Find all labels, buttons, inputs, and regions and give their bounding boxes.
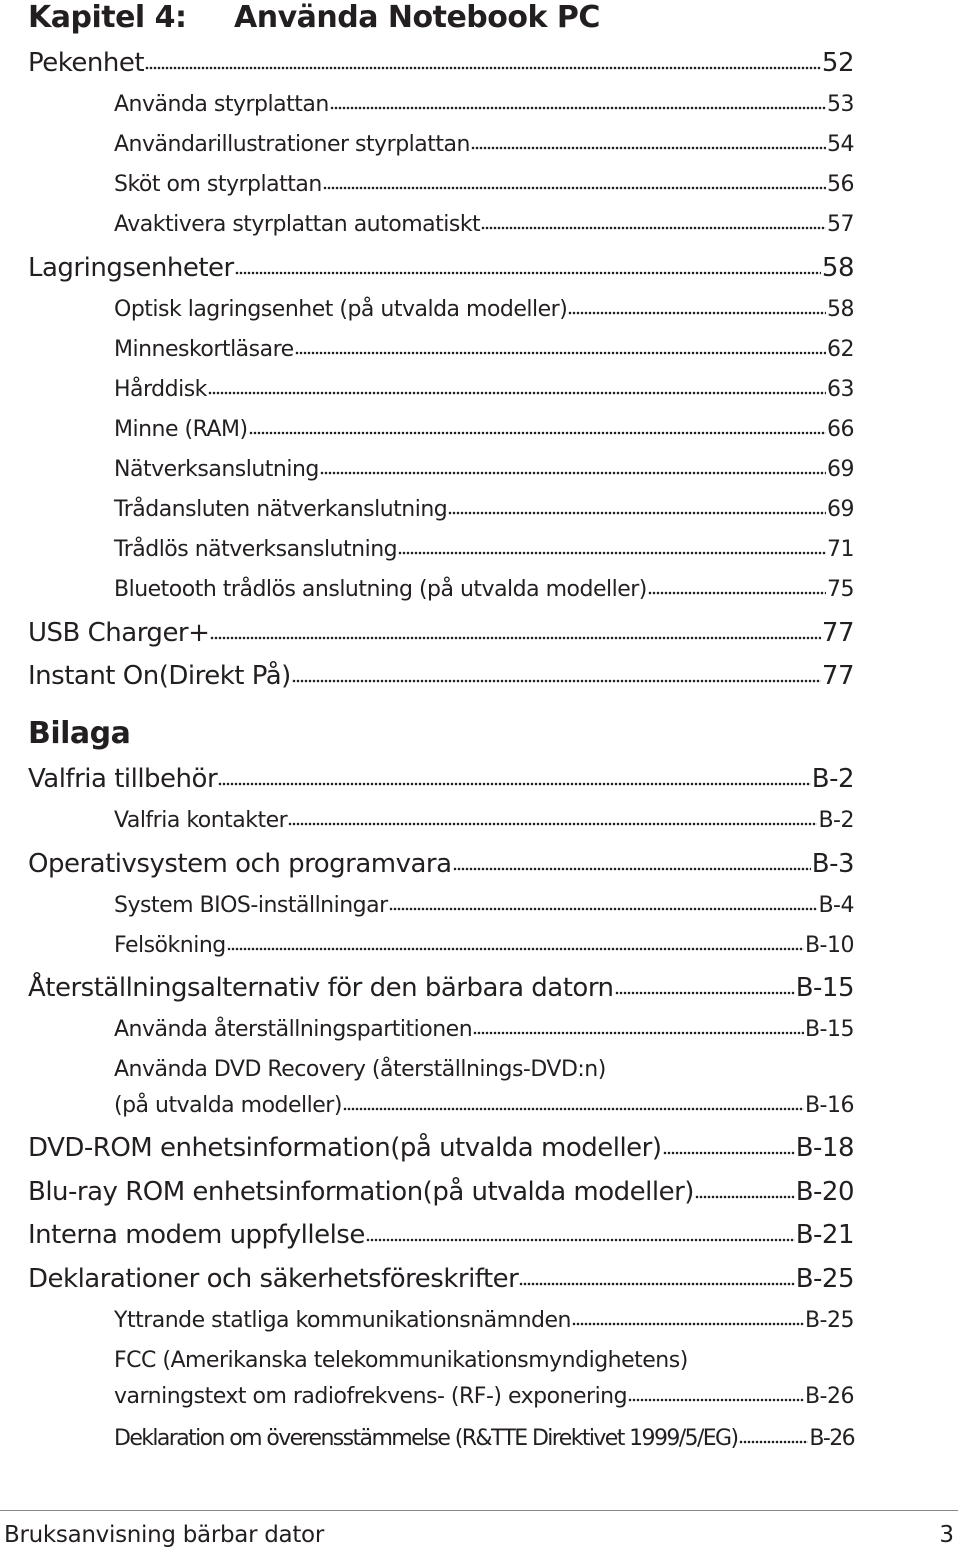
- toc-page-number: 66: [827, 417, 854, 442]
- toc-entry-lagringsenheter[interactable]: [28, 253, 854, 287]
- toc-label: Avaktivera styrplattan automatiskt: [114, 212, 481, 237]
- toc-label: Deklarationer och säkerhetsföreskrifter: [28, 1264, 519, 1294]
- toc-label: Trådlös nätverksanslutning: [114, 537, 398, 562]
- dot-leader: [218, 781, 811, 787]
- toc-entry-valfria-kontakter[interactable]: [114, 808, 854, 838]
- dot-leader: [249, 430, 826, 436]
- toc-label: Optisk lagringsenhet (på utvalda modeller): [114, 297, 568, 322]
- toc-entry-valfria-tillbehor[interactable]: [28, 764, 854, 798]
- toc-page-number: 56: [827, 172, 854, 197]
- toc-entry-optisk-lagringsenhet[interactable]: [114, 297, 854, 327]
- toc-label: Nätverksanslutning: [114, 457, 319, 482]
- toc-label: Hårddisk: [114, 377, 207, 402]
- toc-page-number: B-2: [818, 808, 854, 833]
- toc-page-number: B-18: [795, 1133, 854, 1163]
- toc-entry-usb-charger[interactable]: [28, 618, 854, 652]
- dot-leader: [739, 1439, 809, 1445]
- dot-leader: [663, 1150, 795, 1156]
- dot-leader: [210, 635, 820, 641]
- dot-leader: [145, 65, 821, 71]
- toc-page-number: 63: [827, 377, 854, 402]
- dot-leader: [628, 1397, 804, 1403]
- toc-label: Lagringsenheter: [28, 253, 234, 283]
- toc-entry-minne-ram[interactable]: [114, 417, 854, 447]
- toc-page-number: 52: [821, 48, 854, 78]
- toc-page-number: B-26: [804, 1384, 854, 1409]
- toc-entry-dvd-rom[interactable]: [28, 1133, 854, 1167]
- toc-entry-skot-om-styrplattan[interactable]: [114, 172, 854, 202]
- toc-page-number: B-2: [811, 764, 854, 794]
- toc-page-number: 58: [827, 297, 854, 322]
- toc-entry-fcc-line1: FCC (Amerikanska telekommunikationsmyndighetens): [114, 1348, 688, 1373]
- toc-label: Minneskortläsare: [114, 337, 294, 362]
- toc-label: Valfria kontakter: [114, 808, 288, 833]
- toc-entry-pekenhet[interactable]: [28, 48, 854, 82]
- dot-leader: [389, 906, 818, 912]
- toc-entry-anvandarillustrationer[interactable]: [114, 132, 854, 162]
- toc-page-number: 77: [821, 618, 854, 648]
- toc-entry-anvanda-styrplattan[interactable]: [114, 92, 854, 122]
- toc-page-number: B-16: [804, 1093, 854, 1118]
- toc-page-number: B-10: [804, 933, 854, 958]
- dot-leader: [519, 1281, 794, 1287]
- toc-label: Felsökning: [114, 933, 226, 958]
- toc-entry-instant-on[interactable]: [28, 661, 854, 695]
- toc-entry-system-bios[interactable]: [114, 893, 854, 923]
- dot-leader: [292, 678, 821, 684]
- chapter-name: Använda Notebook PC: [234, 0, 600, 35]
- toc-entry-dvd-recovery[interactable]: [114, 1093, 854, 1123]
- toc-entry-harddisk[interactable]: [114, 377, 854, 407]
- dot-leader: [648, 590, 826, 596]
- toc-page-number: 77: [821, 661, 854, 691]
- dot-leader: [695, 1194, 795, 1200]
- toc-entry-tradansluten[interactable]: [114, 497, 854, 527]
- dot-leader: [453, 866, 811, 872]
- dot-leader: [288, 821, 817, 827]
- toc-label: Sköt om styrplattan: [114, 172, 322, 197]
- toc-label: Pekenhet: [28, 48, 145, 78]
- dot-leader: [208, 390, 826, 396]
- toc-entry-bluetooth[interactable]: [114, 577, 854, 607]
- toc-page-number: 53: [827, 92, 854, 117]
- toc-page-number: 69: [827, 497, 854, 522]
- dot-leader: [471, 145, 826, 151]
- toc-label: Yttrande statliga kommunikationsnämnden: [114, 1308, 571, 1333]
- toc-label: Använda styrplattan: [114, 92, 329, 117]
- toc-label: Användarillustrationer styrplattan: [114, 132, 470, 157]
- toc-entry-avaktivera-styrplattan[interactable]: [114, 212, 854, 242]
- dot-leader: [295, 350, 826, 356]
- chapter-number: Kapitel 4:: [28, 0, 187, 35]
- dot-leader: [615, 990, 795, 996]
- toc-entry-yttrande[interactable]: [114, 1308, 854, 1338]
- toc-label: varningstext om radiofrekvens- (RF-) exponering: [114, 1384, 628, 1409]
- toc-label: Instant On(Direkt På): [28, 661, 291, 691]
- toc-entry-operativsystem[interactable]: [28, 849, 854, 883]
- toc-page-number: B-26: [809, 1426, 854, 1451]
- dot-leader: [323, 185, 826, 191]
- toc-label: Använda återställningspartitionen: [114, 1017, 473, 1042]
- toc-page-number: B-15: [795, 973, 854, 1003]
- toc-label: (på utvalda modeller): [114, 1093, 342, 1118]
- toc-label: USB Charger+: [28, 618, 210, 648]
- dot-leader: [481, 225, 826, 231]
- toc-page-number: 69: [827, 457, 854, 482]
- dot-leader: [227, 946, 804, 952]
- toc-page-number: B-15: [804, 1017, 854, 1042]
- toc-entry-blu-ray[interactable]: [28, 1177, 854, 1211]
- toc-label: Minne (RAM): [114, 417, 248, 442]
- dot-leader: [343, 1106, 804, 1112]
- toc-label: Operativsystem och programvara: [28, 849, 452, 879]
- toc-page-number: 58: [821, 253, 854, 283]
- dot-leader: [235, 270, 821, 276]
- toc-label: DVD-ROM enhetsinformation(på utvalda modeller): [28, 1133, 662, 1163]
- toc-entry-tradlos[interactable]: [114, 537, 854, 567]
- dot-leader: [320, 470, 826, 476]
- toc-label: Bluetooth trådlös anslutning (på utvalda modeller): [114, 577, 647, 602]
- appendix-heading: Bilaga: [28, 716, 131, 751]
- toc-entry-deklarationer[interactable]: [28, 1264, 854, 1298]
- toc-label: Återställningsalternativ för den bärbara datorn: [28, 973, 614, 1003]
- toc-label: System BIOS-inställningar: [114, 893, 388, 918]
- dot-leader: [572, 1321, 804, 1327]
- toc-label: Valfria tillbehör: [28, 764, 218, 794]
- toc-label: Trådansluten nätverkanslutning: [114, 497, 448, 522]
- dot-leader: [366, 1237, 795, 1243]
- toc-page-number: 54: [827, 132, 854, 157]
- toc-page-number: B-20: [795, 1177, 854, 1207]
- toc-entry-natverksanslutning[interactable]: [114, 457, 854, 487]
- dot-leader: [568, 310, 826, 316]
- dot-leader: [448, 510, 826, 516]
- toc-entry-deklaration-rtte[interactable]: [114, 1426, 854, 1456]
- footer-title: Bruksanvisning bärbar dator: [4, 1522, 324, 1548]
- toc-page-number: 75: [827, 577, 854, 602]
- dot-leader: [473, 1030, 804, 1036]
- toc-page-number: B-4: [818, 893, 854, 918]
- toc-page-number: B-3: [811, 849, 854, 879]
- toc-page-number: B-25: [804, 1308, 854, 1333]
- toc-entry-dvd-recovery-line1: Använda DVD Recovery (återställnings-DVD:n): [114, 1057, 606, 1082]
- toc-page-number: 62: [827, 337, 854, 362]
- toc-page-number: 71: [827, 537, 854, 562]
- dot-leader: [330, 105, 826, 111]
- toc-label: Blu-ray ROM enhetsinformation(på utvalda modeller): [28, 1177, 694, 1207]
- toc-entry-interna-modem[interactable]: [28, 1220, 854, 1254]
- toc-label: Deklaration om överensstämmelse (R&TTE Direktivet 1999/5/EG): [114, 1426, 738, 1451]
- toc-page-number: B-21: [795, 1220, 854, 1250]
- footer-page-number: 3: [939, 1522, 954, 1548]
- dot-leader: [398, 550, 826, 556]
- toc-entry-aterstallningsalternativ[interactable]: [28, 973, 854, 1007]
- toc-entry-fcc[interactable]: [114, 1384, 854, 1414]
- toc-page-number: B-25: [795, 1264, 854, 1294]
- toc-entry-aterstallningspartitionen[interactable]: [114, 1017, 854, 1047]
- toc-entry-felsokning[interactable]: [114, 933, 854, 963]
- toc-label: Interna modem uppfyllelse: [28, 1220, 365, 1250]
- toc-entry-minneskortlasare[interactable]: [114, 337, 854, 367]
- footer-divider: [0, 1510, 958, 1511]
- toc-page-number: 57: [827, 212, 854, 237]
